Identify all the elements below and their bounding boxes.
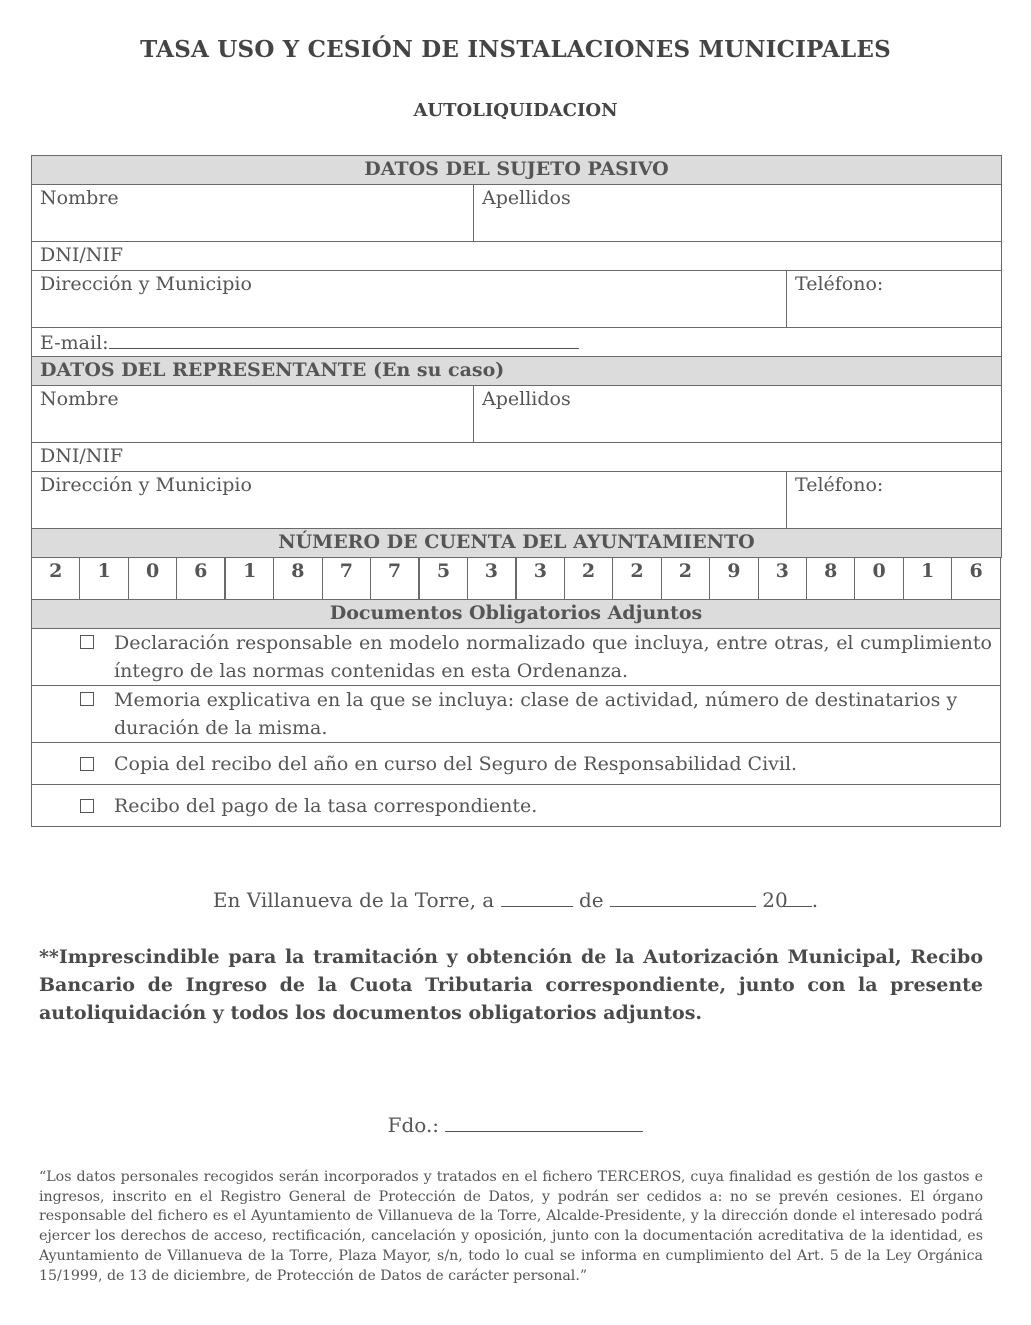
place-de: de [578,888,604,912]
rep-dni-label: DNI/NIF [40,445,124,467]
day-blank[interactable] [501,888,573,907]
place-end: . [811,888,819,912]
account-digit: 2 [32,558,80,600]
cuenta-heading: NÚMERO DE CUENTA DEL AYUNTAMIENTO [32,529,1002,558]
document-item-text: Memoria explicativa en la que se incluya: clase de actividad, número de destinatarios y duración de la misma. [114,689,958,739]
document-item-text: Declaración responsable en modelo normalizado que incluya, entre otras, el cumplimiento íntegro de las normas contenidas en esta Ordenanza. [114,632,992,682]
rep-direccion-field[interactable] [32,472,787,529]
account-digit: 8 [274,558,322,600]
year-blank[interactable] [782,888,812,907]
sujeto-email-field[interactable] [32,328,1002,357]
document-item [32,629,1001,686]
rep-nombre-field[interactable] [32,386,474,443]
account-digit: 2 [564,558,612,600]
account-digit: 1 [903,558,951,600]
account-digit: 7 [371,558,419,600]
account-digit: 2 [661,558,709,600]
signature-blank[interactable] [445,1113,643,1132]
account-digit: 5 [419,558,467,600]
sujeto-email-label: E-mail: [40,332,109,354]
document-item [32,785,1001,827]
document-item-text: Copia del recibo del año en curso del Seguro de Responsabilidad Civil. [114,752,798,775]
form-table [31,155,1002,558]
account-digit: 2 [613,558,661,600]
account-digit: 1 [80,558,128,600]
sujeto-nombre-label: Nombre [40,187,119,209]
rep-direccion-label: Dirección y Municipio [40,474,252,496]
account-digit: 6 [952,558,1001,600]
account-digit: 3 [758,558,806,600]
document-item [32,743,1001,785]
documents-table [31,599,1001,827]
rep-telefono-label: Teléfono: [795,474,884,496]
checkbox[interactable] [80,757,94,771]
account-digit: 0 [128,558,176,600]
representante-heading: DATOS DEL REPRESENTANTE (En su caso) [32,357,1002,386]
place-year: 20 [762,888,788,912]
rep-nombre-label: Nombre [40,388,119,410]
form-subtitle: AUTOLIQUIDACION [413,100,618,121]
checkbox[interactable] [80,635,94,649]
account-digit: 3 [467,558,515,600]
account-number [31,557,1001,600]
rep-dni-field[interactable] [32,443,1002,472]
sujeto-telefono-label: Teléfono: [795,273,884,295]
document-item-text: Recibo del pago de la tasa correspondiente. [114,794,538,817]
form-title: TASA USO Y CESIÓN DE INSTALACIONES MUNICIPALES [140,36,891,63]
data-protection-notice: “Los datos personales recogidos serán incorporados y tratados en el fichero TERCEROS, cuya finalidad es gestión de los gastos e ingresos, inscrito en el Registro General de Protección de Datos, y podrán ser cedidos a: no se prevén cesiones. El órgano responsable del fichero es el Ayuntamiento de Villanueva de la Torre, Alcalde-Presidente, y la dirección donde el interesado podrá ejercer los derechos de acceso, rectificación, cancelación y oposición, junto con la documentación acreditativa de la identidad, es Ayuntamiento de Villanueva de la Torre, Plaza Mayor, s/n, todo lo cual se informa en cumplimiento del Art. 5 de la Ley Orgánica 15/1999, de 13 de diciembre, de Protección de Datos de carácter personal.” [39,1169,983,1284]
sujeto-direccion-field[interactable] [32,271,787,328]
account-digit: 0 [855,558,903,600]
checkbox[interactable] [80,692,94,706]
tax-form [31,155,1001,827]
sujeto-dni-field[interactable] [32,242,1002,271]
sujeto-pasivo-heading: DATOS DEL SUJETO PASIVO [32,156,1002,185]
account-digit: 7 [322,558,370,600]
account-digit: 8 [807,558,855,600]
documentos-heading: Documentos Obligatorios Adjuntos [32,600,1001,629]
account-digit: 3 [516,558,564,600]
account-digit: 1 [225,558,273,600]
place-prefix: En Villanueva de la Torre, a [212,888,495,912]
important-notice: **Imprescindible para la tramitación y obtención de la Autorización Municipal, Recibo Bancario de Ingreso de la Cuota Tributaria correspondiente, junto con la presente autoliquidación y todos los documentos obligatorios adjuntos. [39,946,983,1024]
rep-telefono-field[interactable] [787,472,1002,529]
checkbox[interactable] [80,799,94,813]
account-digit: 9 [710,558,758,600]
sujeto-nombre-field[interactable] [32,185,474,242]
sujeto-apellidos-label: Apellidos [482,187,571,209]
email-underline[interactable] [109,328,579,349]
document-item [32,686,1001,743]
signature-label: Fdo.: [387,1113,440,1137]
sujeto-apellidos-field[interactable] [474,185,1002,242]
rep-apellidos-field[interactable] [474,386,1002,443]
month-blank[interactable] [610,888,756,907]
sujeto-telefono-field[interactable] [787,271,1002,328]
place-date-line [0,888,1031,912]
signature-line [0,1113,1031,1137]
account-digit: 6 [177,558,225,600]
sujeto-direccion-label: Dirección y Municipio [40,273,252,295]
rep-apellidos-label: Apellidos [482,388,571,410]
sujeto-dni-label: DNI/NIF [40,244,124,266]
